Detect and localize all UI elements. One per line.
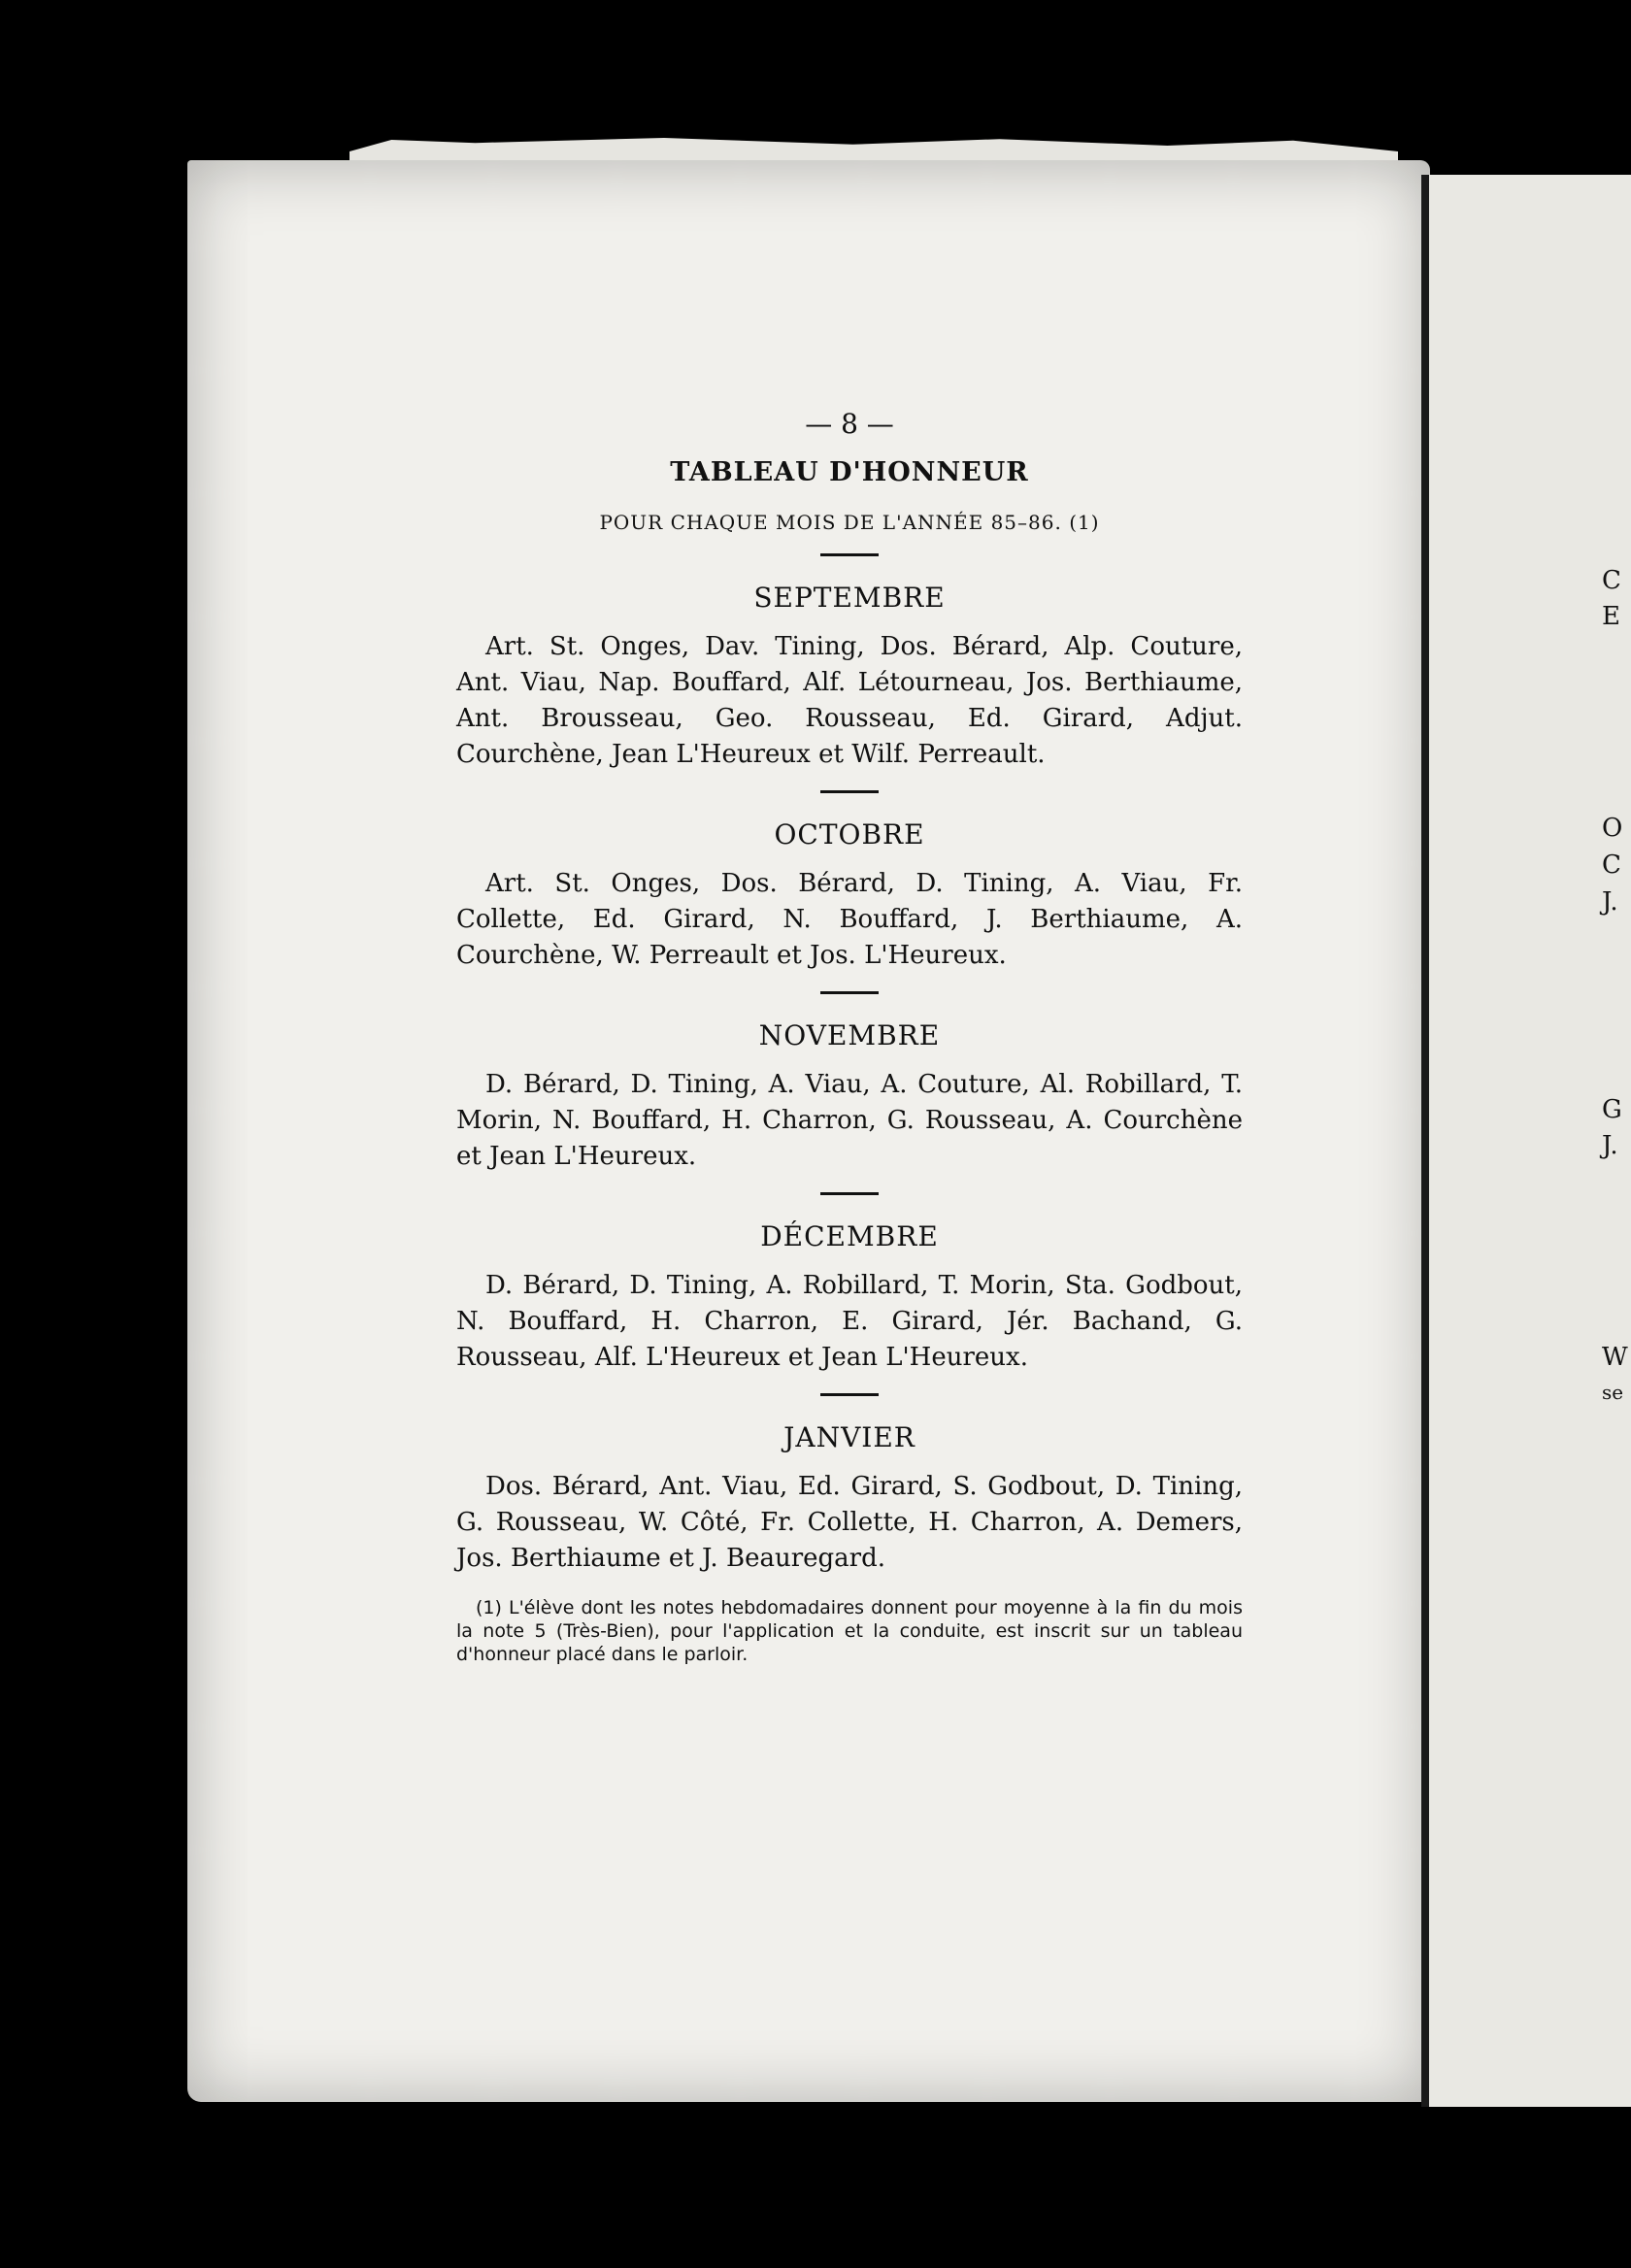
adjacent-page-letter: se <box>1602 1381 1624 1404</box>
adjacent-page-letter: C <box>1602 850 1621 880</box>
section-divider <box>820 991 879 994</box>
adjacent-page-edge <box>1427 175 1631 2107</box>
adjacent-page-letter: G <box>1602 1095 1622 1124</box>
page-gutter <box>1421 175 1429 2107</box>
honor-roll-names: D. Bérard, D. Tining, A. Viau, A. Couture, Al. Robillard, T. Morin, N. Bouffard, H. Charron, G. Rousseau, A. Courchène et Jean L'Heureux. <box>456 1070 1243 1171</box>
adjacent-page-letter: O <box>1602 814 1623 843</box>
section-divider <box>820 790 879 793</box>
adjacent-page-letter: W <box>1602 1343 1628 1372</box>
adjacent-page-letter: E <box>1602 602 1620 631</box>
month-heading: JANVIER <box>783 1421 915 1453</box>
honor-roll-names: D. Bérard, D. Tining, A. Robillard, T. Morin, Sta. Godbout, N. Bouffard, H. Charron, E. Girard, Jér. Bachand, G. Rousseau, Alf. L'Heureux et Jean L'Heureux. <box>456 1271 1243 1372</box>
adjacent-page-letter: J. <box>1602 887 1618 917</box>
adjacent-page-letter: J. <box>1602 1131 1618 1160</box>
honor-roll-names: Art. St. Onges, Dos. Bérard, D. Tining, A. Viau, Fr. Collette, Ed. Girard, N. Bouffard, J. Berthiaume, A. Courchène, W. Perreault et Jos. L'Heureux. <box>456 869 1243 970</box>
honor-roll-names: Dos. Bérard, Ant. Viau, Ed. Girard, S. Godbout, D. Tining, G. Rousseau, W. Côté, Fr. Collette, H. Charron, A. Demers, Jos. Berthiaume et J. Beauregard. <box>456 1472 1243 1573</box>
page-content <box>456 408 1243 1684</box>
month-heading: DÉCEMBRE <box>760 1220 939 1252</box>
month-heading: OCTOBRE <box>774 818 925 850</box>
page-number: — 8 — <box>805 408 894 440</box>
section-divider <box>820 553 879 556</box>
page-title: TABLEAU D'HONNEUR <box>670 457 1029 487</box>
page-subtitle: POUR CHAQUE MOIS DE L'ANNÉE 85–86. (1) <box>599 511 1100 534</box>
honor-roll-names: Art. St. Onges, Dav. Tining, Dos. Bérard, Alp. Couture, Ant. Viau, Nap. Bouffard, Alf. Létourneau, Jos. Berthiaume, Ant. Brousseau, Geo. Rousseau, Ed. Girard, Adjut. Courchène, Jean L'Heureux et Wilf. Perreault. <box>456 632 1243 769</box>
adjacent-page-letter: C <box>1602 566 1621 595</box>
month-heading: NOVEMBRE <box>758 1019 941 1051</box>
footnote: (1) L'élève dont les notes hebdomadaires donnent pour moyenne à la fin du mois la note 5 (Très-Bien), pour l'application et la conduite, est inscrit sur un tableau d'honneur placé dans le parloir. <box>456 1597 1243 1665</box>
section-divider <box>820 1192 879 1195</box>
month-heading: SEPTEMBRE <box>753 582 946 614</box>
section-divider <box>820 1393 879 1396</box>
